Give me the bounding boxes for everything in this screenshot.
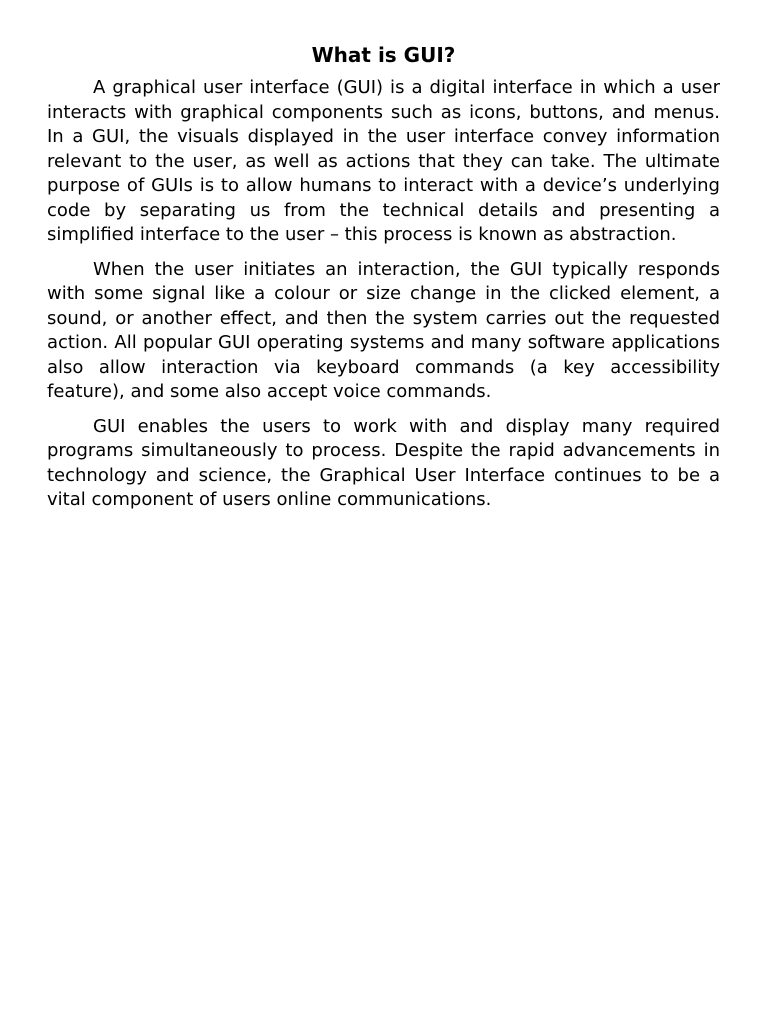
paragraph-interaction: When the user initiates an interaction, the GUI typically responds with some signal like a colour or size change in the clicked element, a sound, or another effect, and then the system carries out the requested action. All popular GUI operating systems and many software applications also allow interaction via keyboard commands (a key accessibility feature), and some also accept voice commands. — [47, 258, 720, 402]
document-page — [47, 40, 720, 523]
paragraph-conclusion: GUI enables the users to work with and display many required programs simultaneously to process. Despite the rapid advancements in technology and science, the Graphical User Interface continues to be a vital component of users online communications. — [47, 415, 720, 510]
document-title: What is GUI? — [311, 43, 456, 67]
paragraph-intro: A graphical user interface (GUI) is a digital interface in which a user interacts with graphical components such as icons, buttons, and menus. In a GUI, the visuals displayed in the user interface convey information relevant to the user, as well as actions that they can take. The ultimate purpose of GUIs is to allow humans to interact with a device’s underlying code by separating us from the technical details and presenting a simplified interface to the user – this process is known as abstraction. — [47, 77, 720, 245]
